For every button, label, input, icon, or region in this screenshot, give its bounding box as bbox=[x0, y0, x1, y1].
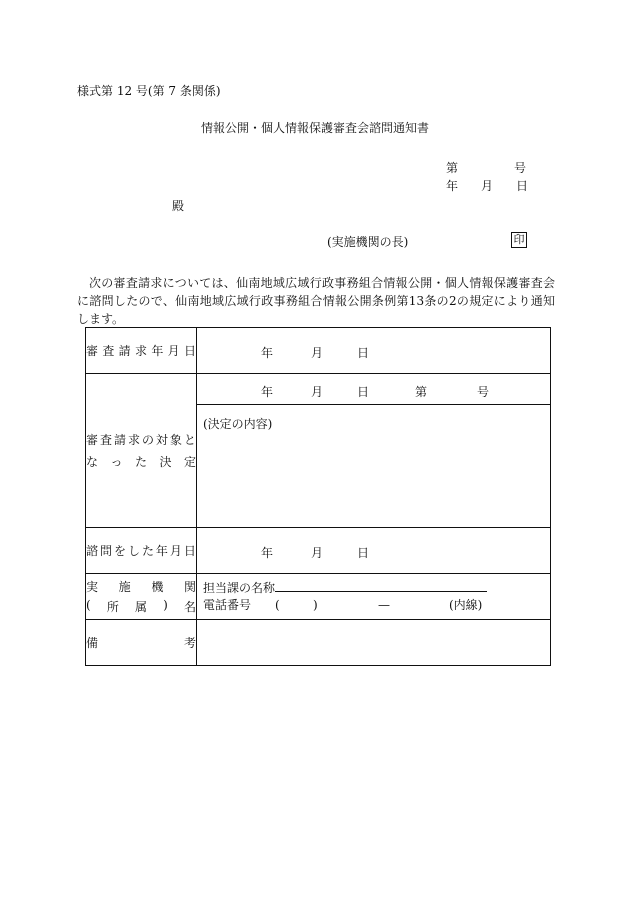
label-char: 関 bbox=[183, 580, 196, 594]
label-char: 月 bbox=[169, 544, 182, 558]
label-consult-date bbox=[86, 528, 197, 574]
label-char: 決 bbox=[159, 455, 172, 469]
label-char: 施 bbox=[118, 580, 131, 594]
label-request-date-text bbox=[86, 342, 196, 359]
label-remarks bbox=[86, 620, 197, 666]
doc-date-year: 年 bbox=[446, 179, 459, 193]
decision-content-area bbox=[197, 405, 550, 527]
section-name-blank bbox=[275, 580, 487, 592]
year-marker: 年 bbox=[261, 545, 274, 560]
month-marker: 月 bbox=[311, 345, 324, 360]
consultation-table bbox=[85, 327, 551, 666]
label-char: た bbox=[134, 455, 147, 469]
phone-label: 電話番号 bbox=[203, 597, 252, 612]
label-char: 月 bbox=[167, 344, 180, 358]
label-decision-line1 bbox=[86, 431, 196, 448]
label-char: 備 bbox=[86, 636, 99, 650]
label-char: 問 bbox=[99, 544, 112, 558]
decision-date-number-line bbox=[197, 374, 550, 405]
label-decision bbox=[86, 374, 197, 528]
label-decision-line2 bbox=[86, 453, 196, 470]
body-paragraph: 次の審査請求については、仙南地域広域行政事務組合情報公開・個人情報保護審査会に諮問したので、仙南地域広域行政事務組合情報公開条例第13条の2の規定により通知します。 bbox=[77, 276, 555, 326]
phone-extension: (内線) bbox=[449, 597, 483, 612]
row-request-date bbox=[86, 328, 551, 374]
label-char: 請 bbox=[113, 433, 126, 447]
decision-content-label: (決定の内容) bbox=[203, 417, 273, 431]
month-marker: 月 bbox=[311, 385, 324, 399]
label-char: 名 bbox=[183, 600, 196, 614]
doc-number-go: 号 bbox=[514, 161, 527, 175]
value-agency bbox=[197, 574, 551, 620]
month-marker: 月 bbox=[311, 545, 324, 560]
value-request-date bbox=[197, 328, 551, 374]
value-consult-date bbox=[197, 528, 551, 574]
label-char: 求 bbox=[127, 433, 140, 447]
value-decision bbox=[197, 374, 551, 528]
label-char: 考 bbox=[183, 636, 196, 650]
value-remarks bbox=[197, 620, 551, 666]
label-char: 求 bbox=[134, 344, 147, 358]
seal-mark: 印 bbox=[511, 232, 527, 248]
number-dai: 第 bbox=[415, 385, 428, 399]
label-char: 象 bbox=[169, 433, 182, 447]
label-char: 所 bbox=[106, 600, 119, 614]
label-char: ( bbox=[86, 598, 91, 612]
day-marker: 日 bbox=[357, 345, 370, 360]
label-char: 諮 bbox=[86, 544, 99, 558]
label-char: 年 bbox=[151, 344, 164, 358]
label-char: っ bbox=[110, 455, 123, 469]
number-go: 号 bbox=[477, 385, 490, 399]
phone-dash: — bbox=[378, 597, 390, 612]
label-char: 日 bbox=[183, 544, 196, 558]
phone-paren-open: ( bbox=[275, 597, 280, 612]
year-marker: 年 bbox=[261, 385, 274, 399]
label-char: た bbox=[141, 544, 154, 558]
doc-date-month: 月 bbox=[481, 179, 494, 193]
label-char: 審 bbox=[86, 344, 99, 358]
label-char: 年 bbox=[155, 544, 168, 558]
year-marker: 年 bbox=[261, 345, 274, 360]
label-agency-line2 bbox=[86, 598, 196, 615]
doc-date-day: 日 bbox=[516, 179, 529, 193]
label-char: の bbox=[141, 433, 154, 447]
section-name-label: 担当課の名称 bbox=[203, 580, 276, 595]
label-char: し bbox=[127, 544, 140, 558]
label-char: な bbox=[86, 455, 99, 469]
row-consult-date bbox=[86, 528, 551, 574]
label-char: ) bbox=[163, 598, 168, 612]
label-char: 審 bbox=[86, 433, 99, 447]
doc-number-dai: 第 bbox=[446, 161, 459, 175]
phone-line bbox=[203, 597, 550, 614]
label-agency-line1 bbox=[86, 578, 196, 595]
label-char: 実 bbox=[86, 580, 99, 594]
label-request-date bbox=[86, 328, 197, 374]
label-char: を bbox=[113, 544, 126, 558]
label-char: 査 bbox=[102, 344, 115, 358]
label-char: 請 bbox=[118, 344, 131, 358]
document-title: 情報公開・個人情報保護審査会諮問通知書 bbox=[200, 121, 429, 135]
row-remarks bbox=[86, 620, 551, 666]
label-char: 日 bbox=[183, 344, 196, 358]
label-char: 査 bbox=[99, 433, 112, 447]
label-agency bbox=[86, 574, 197, 620]
day-marker: 日 bbox=[357, 385, 370, 399]
phone-paren-close: ) bbox=[313, 597, 318, 612]
label-char: 属 bbox=[134, 600, 147, 614]
label-char: 対 bbox=[155, 433, 168, 447]
label-char: 定 bbox=[183, 455, 196, 469]
label-char: と bbox=[183, 433, 196, 447]
label-remarks-text bbox=[86, 634, 196, 651]
row-agency bbox=[86, 574, 551, 620]
section-name-line bbox=[203, 580, 550, 597]
issuer-label: (実施機関の長) bbox=[327, 235, 409, 249]
row-decision bbox=[86, 374, 551, 528]
label-consult-date-text bbox=[86, 542, 196, 559]
day-marker: 日 bbox=[357, 545, 370, 560]
form-number: 様式第 12 号(第 7 条関係) bbox=[77, 84, 221, 98]
addressee-honorific: 殿 bbox=[172, 199, 185, 213]
label-char: 機 bbox=[151, 580, 164, 594]
